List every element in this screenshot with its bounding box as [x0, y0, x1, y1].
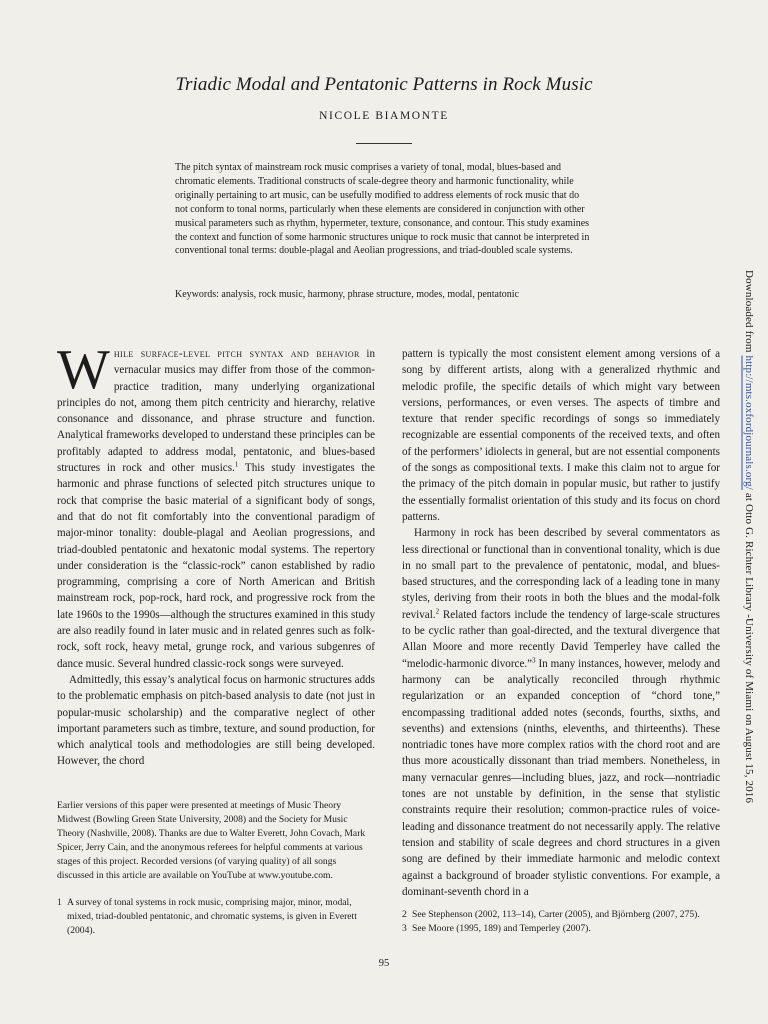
body-paragraph: Admittedly, this essay’s analytical focus on harmonic structures adds to the problematic emphasis on pitch-based analysis to date (not just in popular-music scholarship) and the comparative neglect of other important parameters such as timbre, texture, and sound production, for which analytical tools and methodologies are still being developed. However, the chord — [57, 673, 375, 768]
paragraph-text: Harmony in rock has been described by several commentators as less directional or functional than in conventional tonality, which is due in no small part to the prevalence of pentatonic, modal, and blues-based structures, and the corresponding lack of a leading tone in many styles, deriving from their roots in both the blues and the modal-folk revival. — [402, 527, 720, 621]
page-number: 95 — [378, 958, 390, 969]
article-title: Triadic Modal and Pentatonic Patterns in Rock Music — [175, 74, 593, 95]
footnote-number: 3 — [402, 923, 407, 934]
footnote-text: See Moore (1995, 189) and Temperley (2007). — [412, 923, 591, 934]
body-paragraph — [402, 525, 720, 900]
drop-cap: W — [57, 339, 110, 401]
footnote-ref[interactable]: 1 — [234, 460, 239, 469]
body-column-right — [402, 346, 720, 900]
download-watermark — [743, 270, 755, 803]
footnotes-right — [402, 908, 720, 936]
journal-link[interactable]: http://mts.oxfordjournals.org/ — [743, 355, 755, 490]
paragraph-text: In many instances, however, melody and harmony can be analytically reconciled through rhythmic regularization or an expanded conception of “chord tone,” encompassing traditional added notes (seconds, fourths, sixths, and sevenths) and extensions (ninths, elevenths, and thirteenths). These nontriadic tones have more complex ratios with the chord root and are thus more acoustically dissonant than triad members. Nonetheless, in many vernacular genres—including blues, jazz, and rock—nontriadic tones are not unstable by definition, in the sense that stylistic constraints require their resolution; common-practice rules of voice-leading and dissonance treatment do not necessarily apply. The relative tension and stability of scale degrees and chord structures in a given song are defined by their immediate harmonic and melodic context against a background of broader stylistic conventions. For example, a dominant-seventh chord in a — [402, 657, 720, 898]
body-column-left — [57, 339, 375, 770]
footnote — [57, 896, 375, 938]
download-suffix: at Otto G. Richter Library -University of Miami on August 15, 2016 — [743, 489, 755, 804]
footnote-text: A survey of tonal systems in rock music, comprising major, minor, modal, mixed, triad-doubled pentatonic, and chromatic systems, is given in Everett (2004). — [67, 897, 357, 936]
footnote — [402, 922, 720, 936]
body-paragraph: pattern is typically the most consistent element among versions of a song by different artists, along with a generalized rhythmic and melodic profile, the specific details of which might vary between versions, performances, or even verses. The aspects of timbre and texture that render specific recordings of songs so immediately recognizable are essential components of the received texts, and often of the performers’ idiolects in general, but are not essential components of the songs as compositional texts. I make this claim not to argue for the primacy of the pitch domain in popular music, but rather to justify the essentially formalist orientation of this study and its focus on chord patterns. — [402, 348, 720, 523]
footnote-number: 1 — [57, 897, 62, 908]
footnote-text: See Stephenson (2002, 113–14), Carter (2005), and Björnberg (2007, 275). — [412, 909, 700, 920]
title-divider — [356, 143, 412, 144]
author-name: NICOLE BIAMONTE — [319, 110, 449, 122]
paragraph-text: This study investigates the harmonic and phrase functions of selected pitch structures unique to rock that comprise the basic material of a significant body of songs, and that do not fit comfortably into the conventional paradigm of major-minor tonality: double-plagal and Aeolian progressions, and triad-doubled pentatonic and hexatonic modal systems. The repertory under consideration is the “classic-rock” canon established by radio programming, comprising a core of North American and British mainstream rock, pop-rock, hard rock, and progressive rock from the late 1960s to the 1990s—although the structures examined in this study are also readily found in later music and in related genres such as folk-rock, soft rock, heavy metal, grunge rock, and various subgenres of dance music. Several hundred classic-rock songs were surveyed. — [57, 462, 375, 670]
paragraph-text: in vernacular musics may differ from those of the common-practice tradition, many underlying organizational principles do not, among them pitch centricity and hierarchy, relative consonance and dissonance, and phrase structure and function. Analytical frameworks developed to understand these principles can be profitably adapted to address modal, pentatonic, and blues-based structures in rock and other musics. — [57, 348, 375, 475]
body-paragraph — [57, 339, 375, 672]
footnote — [402, 908, 720, 922]
abstract: The pitch syntax of mainstream rock music comprises a variety of tonal, modal, blues-based and chromatic elements. Traditional constructs of scale-degree theory and harmonic functionality, while originally pertaining to art music, can be usefully modified to address elements of rock music that do not conform to tonal norms, particularly when these elements are considered in conjunction with other musical parameters such as rhythm, hypermeter, texture, consonance, and contour. This study examines the context and function of some harmonic structures unique to rock music that cannot be interpreted in conventional tonal terms: double-plagal and Aeolian progressions, and triad-doubled scale systems. — [175, 162, 590, 257]
footnotes-left — [57, 896, 375, 938]
footnote-ref[interactable]: 2 — [435, 607, 440, 616]
acknowledgment-note: Earlier versions of this paper were presented at meetings of Music Theory Midwest (Bowling Green State University, 2008) and the Society for Music Theory (Nashville, 2008). Thanks are due to Walter Everett, John Covach, Mark Spicer, Jerry Cain, and the anonymous referees for helpful comments at various stages of this project. Recorded versions (of varying quality) of all songs discussed in this article are available on YouTube at www.youtube.com. — [57, 800, 366, 881]
footnote-ref[interactable]: 3 — [532, 655, 536, 664]
keywords: Keywords: analysis, rock music, harmony, phrase structure, modes, modal, pentatonic — [175, 289, 519, 300]
download-prefix: Downloaded from — [743, 270, 755, 356]
lead-in-smallcaps: hile surface-level pitch syntax and behavior — [113, 348, 360, 360]
footnote-number: 2 — [402, 909, 407, 920]
paragraph-text: Related factors include the tendency of large-scale structures to be cyclic rather than goal-directed, and the textural divergence that Allan Moore and more recently David Temperley have called the “melodic-harmonic divorce.” — [402, 608, 720, 670]
